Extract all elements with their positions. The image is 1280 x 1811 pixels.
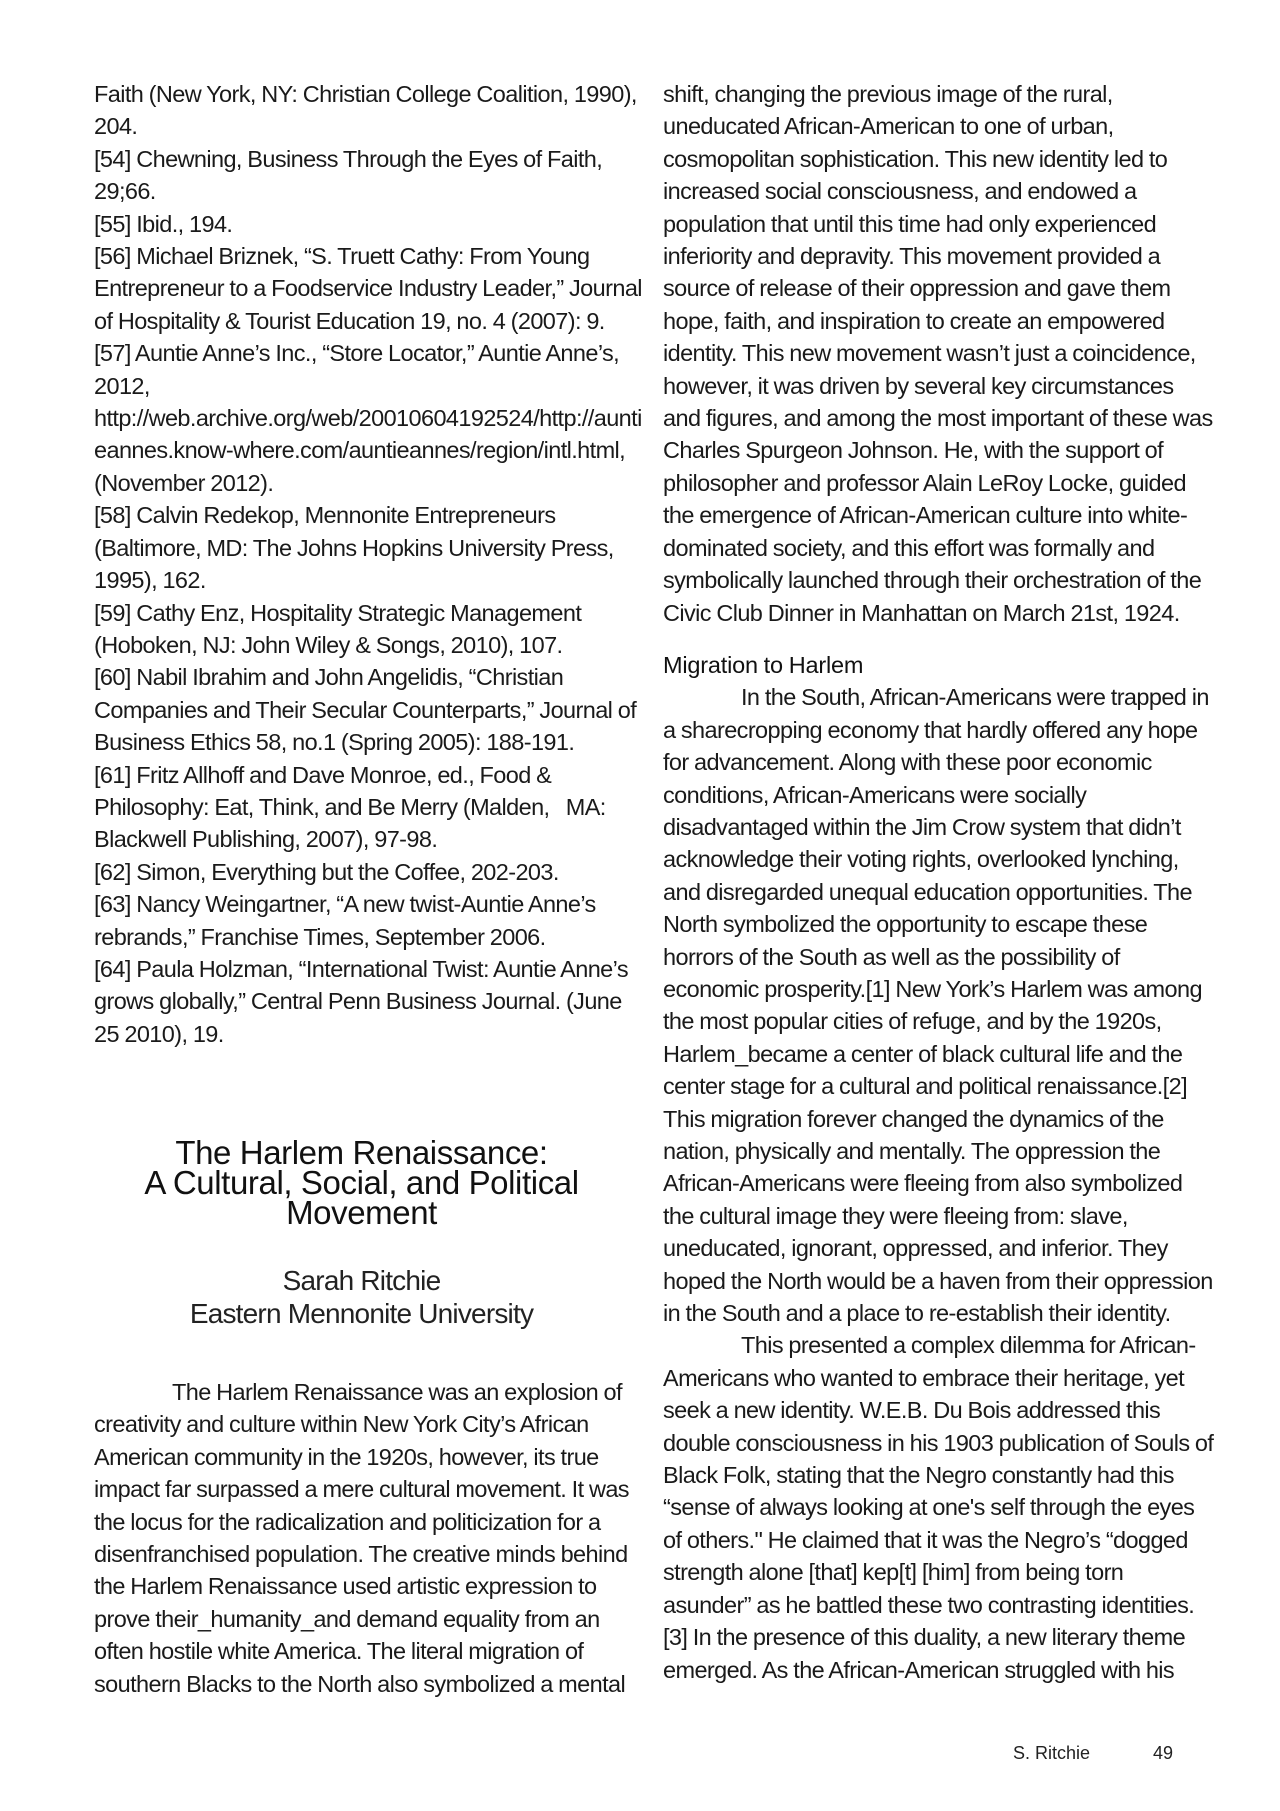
endnote-line: of Hospitality & Tourist Education 19, no. 4 (2007): 9. — [94, 307, 605, 334]
body-line: prove their_humanity_and demand equality from an — [94, 1605, 600, 1632]
endnote-line: 1995), 162. — [94, 567, 206, 594]
body-column-right — [663, 78, 1214, 1686]
endnote-url-line: eannes.know-where.com/auntieannes/region/intl.html, — [94, 437, 626, 464]
body-line: disadvantaged within the Jim Crow system that didn’t — [663, 813, 1181, 840]
endnote-line: Faith (New York, NY: Christian College Coalition, 1990), — [94, 81, 637, 107]
body-line: “sense of always looking at one's self through the eyes — [663, 1494, 1195, 1521]
endnote-line: Companies and Their Secular Counterparts,” Journal of — [94, 696, 637, 723]
article-title — [94, 1134, 629, 1231]
endnote-line: [54] Chewning, Business Through the Eyes of Faith, — [94, 145, 603, 172]
body-line: increased social consciousness, and endowed a — [663, 178, 1137, 205]
running-footer-author: S. Ritchie — [1013, 1743, 1091, 1763]
body-line: for advancement. Along with these poor economic — [663, 749, 1152, 776]
body-line: and figures, and among the most important of these was — [663, 405, 1213, 432]
title-line: The Harlem Renaissance: — [175, 1134, 548, 1171]
body-line: southern Blacks to the North also symbolized a mental — [94, 1670, 626, 1697]
endnote-line: 2012, — [94, 372, 150, 399]
endnote-line: Philosophy: Eat, Think, and Be Merry (Malden, MA: — [94, 793, 606, 820]
byline — [94, 1264, 629, 1330]
endnote-line: Entrepreneur to a Foodservice Industry Leader,” Journal — [94, 275, 642, 302]
body-line: center stage for a cultural and political renaissance.[2] — [663, 1073, 1188, 1100]
paragraph-migration — [663, 681, 1213, 1329]
paragraph-continuation — [663, 78, 1213, 629]
body-line: Black Folk, stating that the Negro constantly had this — [663, 1462, 1174, 1489]
body-line: North symbolized the opportunity to escape these — [663, 911, 1148, 938]
body-line: emerged. As the African-American struggled with his — [663, 1656, 1175, 1683]
endnote-line: [57] Auntie Anne’s Inc., “Store Locator,” Auntie Anne’s, — [94, 340, 620, 367]
body-line: inferiority and depravity. This movement provided a — [663, 243, 1161, 270]
body-line: in the South and a place to re-establish their identity. — [663, 1300, 1171, 1327]
endnote-line: [58] Calvin Redekop, Mennonite Entrepreneurs — [94, 502, 556, 529]
body-line: impact far surpassed a mere cultural movement. It was — [94, 1476, 629, 1503]
body-line: This presented a complex dilemma for African- — [741, 1332, 1196, 1359]
endnote-line: (November 2012). — [94, 469, 274, 496]
endnote-line: 204. — [94, 113, 138, 140]
body-line: the most popular cities of refuge, and by the 1920s, — [663, 1008, 1162, 1035]
endnotes-column — [94, 78, 642, 1050]
body-line: source of release of their oppression and gave them — [663, 275, 1171, 302]
body-line: often hostile white America. The literal migration of — [94, 1638, 584, 1665]
endnote-url-line: http://web.archive.org/web/20010604192524/http://aunti — [94, 405, 642, 432]
body-line: American community in the 1920s, however, its true — [94, 1443, 599, 1470]
endnote-line: [59] Cathy Enz, Hospitality Strategic Management — [94, 599, 582, 626]
body-line: the cultural image they were fleeing from: slave, — [663, 1202, 1128, 1229]
body-line: cosmopolitan sophistication. This new identity led to — [663, 145, 1168, 172]
body-line: symbolically launched through their orchestration of the — [663, 567, 1202, 594]
body-line: Civic Club Dinner in Manhattan on March 21st, 1924. — [663, 599, 1180, 626]
endnote-line: (Hoboken, NJ: John Wiley & Songs, 2010), 107. — [94, 631, 563, 658]
body-line: disenfranchised population. The creative minds behind — [94, 1541, 628, 1568]
endnote-line: [55] Ibid., 194. — [94, 210, 233, 237]
body-line: horrors of the South as well as the possibility of — [663, 943, 1120, 970]
section-heading: Migration to Harlem — [663, 651, 864, 678]
body-line: Harlem_became a center of black cultural life and the — [663, 1040, 1183, 1067]
endnote-line: Business Ethics 58, no.1 (Spring 2005): 188-191. — [94, 729, 575, 756]
endnote-line: [64] Paula Holzman, “International Twist: Auntie Anne’s — [94, 955, 629, 982]
author-name: Sarah Ritchie — [282, 1265, 441, 1296]
body-line: however, it was driven by several key circumstances — [663, 372, 1174, 399]
body-line: population that until this time had only experienced — [663, 210, 1157, 237]
body-line: double consciousness in his 1903 publication of Souls of — [663, 1429, 1214, 1456]
body-line: the Harlem Renaissance used artistic expression to — [94, 1573, 597, 1600]
body-line: hope, faith, and inspiration to create an empowered — [663, 307, 1165, 334]
paragraph-double-consciousness — [663, 1329, 1214, 1685]
body-line: economic prosperity.[1] New York’s Harlem was among — [663, 975, 1202, 1002]
body-line: hoped the North would be a haven from their oppression — [663, 1267, 1213, 1294]
endnote-line: [61] Fritz Allhoff and Dave Monroe, ed., Food & — [94, 761, 552, 788]
body-line: nation, physically and mentally. The oppression the — [663, 1138, 1161, 1164]
body-line: strength alone [that] kep[t] [him] from being torn — [663, 1559, 1124, 1586]
endnote-line: 25 2010), 19. — [94, 1020, 224, 1047]
body-line: In the South, African-Americans were trapped in — [741, 684, 1209, 711]
intro-paragraph — [94, 1376, 634, 1700]
body-line: conditions, African-Americans were socially — [663, 781, 1087, 808]
page-number: 49 — [1153, 1743, 1174, 1763]
body-line: African-Americans were fleeing from also symbolized — [663, 1170, 1183, 1197]
body-line: a sharecropping economy that hardly offered any hope — [663, 716, 1198, 743]
body-line: Charles Spurgeon Johnson. He, with the support of — [663, 437, 1164, 464]
body-line: of others." He claimed that it was the Negro’s “dogged — [663, 1526, 1188, 1553]
body-line: This migration forever changed the dynamics of the — [663, 1105, 1164, 1132]
body-line: uneducated, ignorant, oppressed, and inferior. They — [663, 1235, 1168, 1262]
title-line: A Cultural, Social, and Political — [144, 1164, 579, 1201]
body-line: acknowledge their voting rights, overlooked lynching, — [663, 846, 1179, 873]
endnote-line: grows globally,” Central Penn Business Journal. (June — [94, 988, 622, 1015]
body-line: identity. This new movement wasn’t just a coincidence, — [663, 340, 1196, 367]
body-line: and disregarded unequal education opportunities. The — [663, 878, 1192, 905]
body-line: creativity and culture within New York City’s African — [94, 1411, 589, 1438]
body-line: dominated society, and this effort was formally and — [663, 534, 1155, 561]
title-line: Movement — [286, 1194, 437, 1231]
endnote-line: [60] Nabil Ibrahim and John Angelidis, “Christian — [94, 664, 564, 691]
endnote-line: [56] Michael Briznek, “S. Truett Cathy: From Young — [94, 243, 590, 270]
body-line: The Harlem Renaissance was an explosion of — [172, 1379, 622, 1405]
article-header — [94, 1134, 629, 1330]
body-line: Americans who wanted to embrace their heritage, yet — [663, 1364, 1185, 1391]
body-line: the locus for the radicalization and politicization for a — [94, 1508, 601, 1535]
body-line: philosopher and professor Alain LeRoy Locke, guided — [663, 469, 1186, 496]
endnote-line: [63] Nancy Weingartner, “A new twist-Auntie Anne’s — [94, 891, 596, 918]
endnote-line: rebrands,” Franchise Times, September 2006. — [94, 923, 546, 950]
body-line: [3] In the presence of this duality, a new literary theme — [663, 1624, 1186, 1651]
body-line: uneducated African-American to one of urban, — [663, 113, 1114, 140]
body-line: shift, changing the previous image of the rural, — [663, 81, 1113, 107]
body-line: seek a new identity. W.E.B. Du Bois addressed this — [663, 1397, 1161, 1424]
endnote-line: 29;66. — [94, 178, 156, 205]
endnote-line: (Baltimore, MD: The Johns Hopkins University Press, — [94, 534, 614, 561]
endnote-line: Blackwell Publishing, 2007), 97-98. — [94, 826, 438, 853]
author-affiliation: Eastern Mennonite University — [189, 1298, 534, 1329]
body-line: asunder” as he battled these two contrasting identities. — [663, 1591, 1195, 1618]
endnote-line: [62] Simon, Everything but the Coffee, 202-203. — [94, 858, 559, 885]
body-line: the emergence of African-American culture into white- — [663, 502, 1188, 529]
